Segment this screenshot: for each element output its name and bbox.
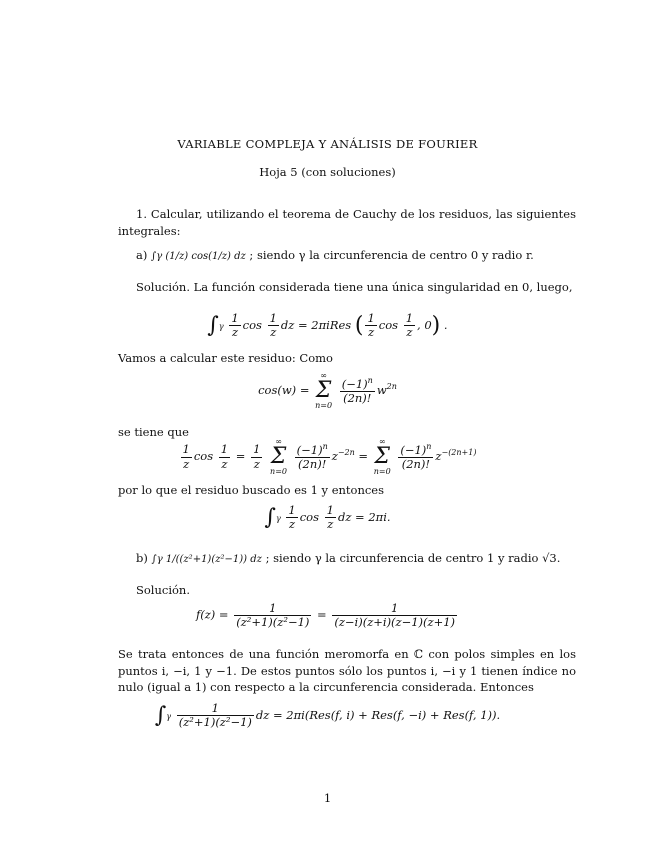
part-b-integral: ∫γ 1/((z²+1)(z²−1)) dz — [151, 554, 262, 565]
equation-3: $\frac{1}{z}$ cos $\frac{1}{z}$ = $\frac{1}{z}$ ∞ Σ n=0 $\frac{(-1)^n}{(2n)!}$ $z^{-2n}$ = ∞ Σ n=0 $\frac{(-1)^n}{(2n)!}$ $z^{-(2n+1)}$ — [182, 437, 477, 476]
conclusion-text: por lo que el residuo buscado es 1 y entonces — [118, 483, 384, 497]
problem-intro: 1. Calcular, utilizando el teorema de Cauchy de los residuos, las siguientes integrales: — [118, 207, 576, 238]
document-title: VARIABLE COMPLEJA Y ANÁLISIS DE FOURIER — [177, 137, 478, 151]
page-number: 1 — [323, 791, 332, 805]
part-b-statement — [118, 550, 594, 568]
se-tiene-text: se tiene que — [118, 425, 189, 439]
part-b-paragraph: Se trata entonces de una función meromorfa en ℂ con polos simples en los puntos i, −i, 1 y −1. De estos puntos sólo los puntos i, −i y 1 tienen índice no nulo (igual a 1) con respecto a la circunferencia considerada. Entonces — [118, 647, 576, 695]
part-b-text: ; siendo γ la circunferencia de centro 1 y radio √3. — [265, 551, 561, 565]
equation-2: cos(w) = ∞ Σ n=0 $\frac{(-1)^n}{(2n)!}$ $w^{2n}$ — [258, 371, 397, 410]
part-a-label: a) — [136, 248, 148, 262]
document-subtitle: Hoja 5 (con soluciones) — [259, 165, 396, 179]
equation-4: ∫γ $\frac{1}{z}$ cos $\frac{1}{z}$ dz = 2πi. — [264, 503, 391, 532]
part-a-text: ; siendo γ la circunferencia de centro 0 y radio r. — [249, 248, 534, 262]
part-a-solution-intro: Solución. La función considerada tiene una única singularidad en 0, luego, — [136, 280, 573, 294]
part-a-statement — [118, 247, 594, 265]
residue-text: Vamos a calcular este residuo: Como — [118, 351, 333, 365]
equation-5: f(z) = $\frac{1}{\text{(z²+1)(z²−1)}}$ = $\frac{1}{(z-i)(z+i)(z-1)(z+1)}$ — [195, 601, 456, 630]
equation-1: ∫γ $\frac{1}{z}$ cos $\frac{1}{z}$ dz = 2πiRes ( $\frac{1}{z}$ cos $\frac{1}{z}$ , 0) . — [207, 311, 448, 340]
part-b-label: b) — [136, 551, 148, 565]
equation-6: ∫γ $\frac{1}{\text{(z²+1)(z²−1)}}$ dz = 2πi(Res(f, i) + Res(f, −i) + Res(f, 1)). — [154, 701, 501, 730]
part-b-solution-label: Solución. — [136, 583, 190, 597]
part-a-integral: ∫γ (1/z) cos(1/z) dz — [151, 251, 246, 262]
